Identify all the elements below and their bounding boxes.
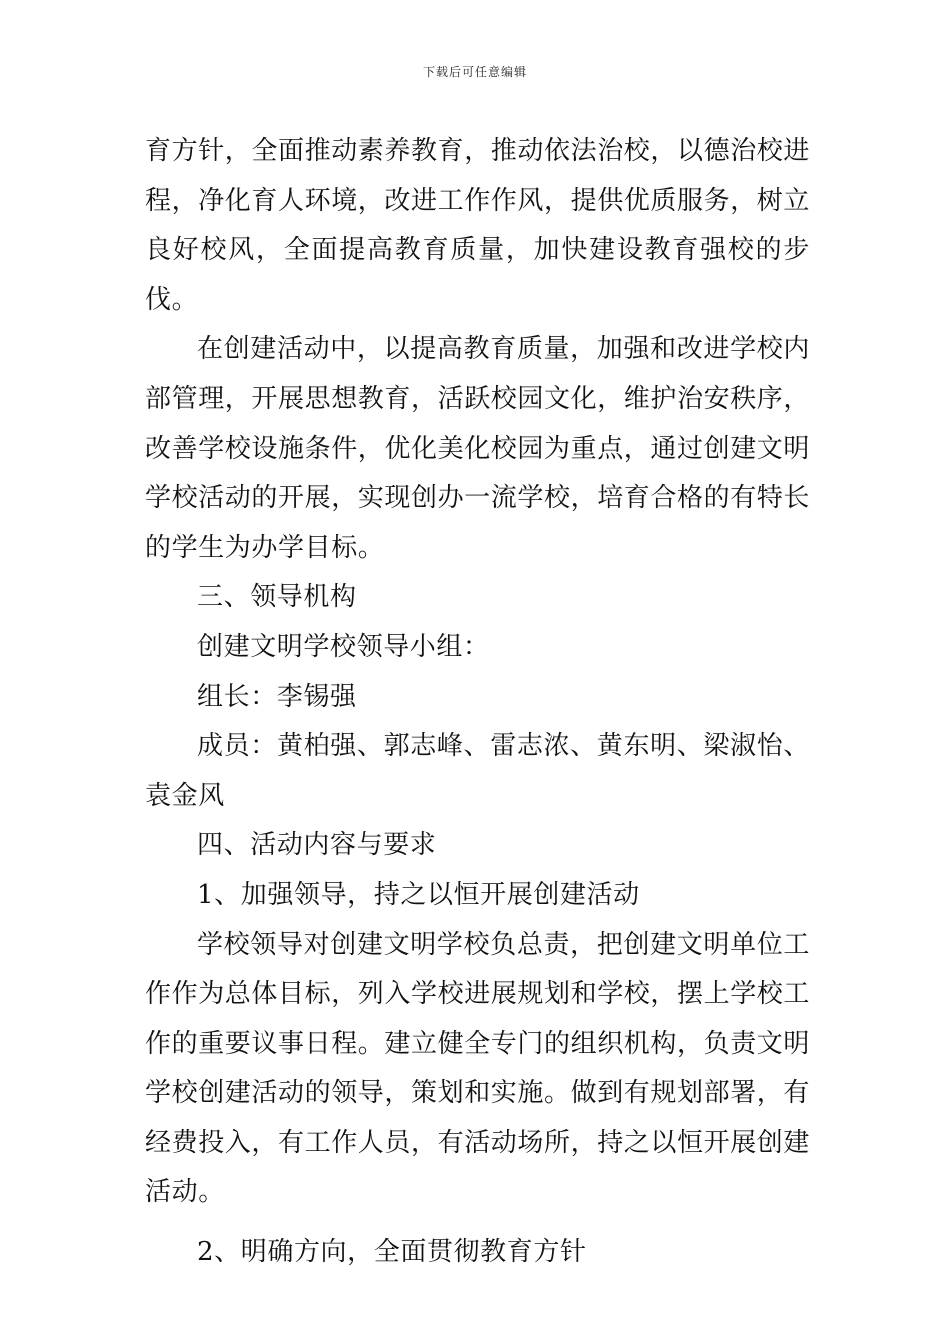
paragraph-continued: 育方针，全面推动素养教育，推动依法治校，以德治校进程，净化育人环境，改进工作作风，提供优质服务，树立良好校风，全面提高教育质量，加快建设教育强校的步伐。 xyxy=(145,136,811,315)
group-members-line: 成员：黄柏强、郭志峰、雷志浓、黄东明、梁淑怡、袁金风 xyxy=(145,731,810,811)
subheading: 创建文明学校领导小组： xyxy=(197,631,490,662)
document-body xyxy=(145,127,810,1278)
subsection-heading: 1、加强领导，持之以恒开展创建活动 xyxy=(197,879,640,910)
paragraph: 在创建活动中，以提高教育质量，加强和改进学校内部管理，开展思想教育，活跃校园文化，维护治安秩序，改善学校设施条件，优化美化校园为重点，通过创建文明学校活动的开展，实现创办一流学校，培育合格的有特长的学生为办学目标。 xyxy=(145,334,811,563)
subsection-heading: 2、明确方向，全面贯彻教育方针 xyxy=(197,1237,587,1268)
section-heading: 四、活动内容与要求 xyxy=(197,830,437,861)
paragraph-spacer xyxy=(145,1218,810,1228)
page-header: 下载后可任意编辑 xyxy=(422,65,527,79)
group-leader-line: 组长：李锡强 xyxy=(197,681,357,712)
section-heading: 三、领导机构 xyxy=(197,582,357,613)
paragraph: 学校领导对创建文明学校负总责，把创建文明单位工作作为总体目标，列入学校进展规划和学校，摆上学校工作的重要议事日程。建立健全专门的组织机构，负责文明学校创建活动的领导，策划和实施。做到有规划部署，有经费投入，有工作人员，有活动场所，持之以恒开展创建活动。 xyxy=(145,929,811,1208)
